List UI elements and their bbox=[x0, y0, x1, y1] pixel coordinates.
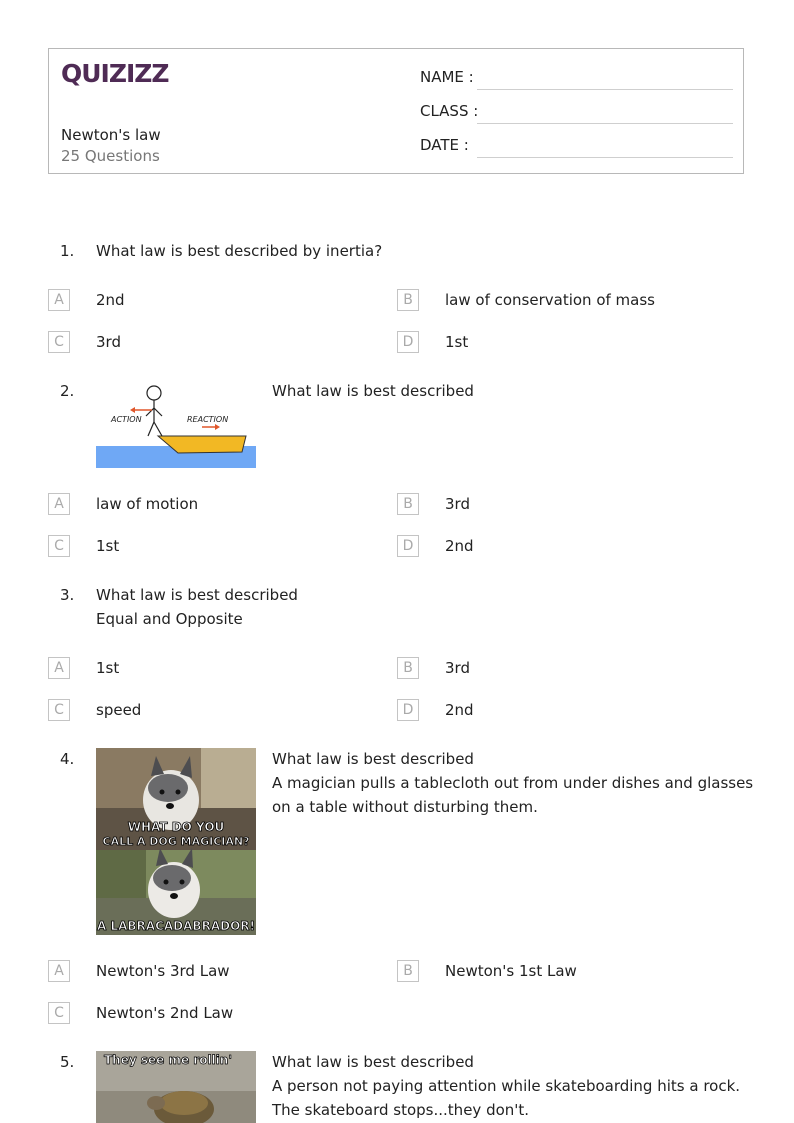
option-text: 1st bbox=[96, 659, 120, 677]
action-label: ACTION bbox=[111, 415, 142, 424]
option-text: 2nd bbox=[96, 291, 125, 309]
option-text: Newton's 3rd Law bbox=[96, 962, 230, 980]
option-text: 1st bbox=[445, 333, 469, 351]
question-number: 2. bbox=[60, 382, 75, 400]
option-text: 2nd bbox=[445, 537, 474, 555]
action-reaction-image bbox=[96, 380, 256, 468]
option-box[interactable]: A bbox=[48, 289, 70, 311]
option-box[interactable]: C bbox=[48, 699, 70, 721]
worksheet-header bbox=[48, 48, 744, 174]
option-box[interactable]: D bbox=[397, 331, 419, 353]
option-text: 2nd bbox=[445, 701, 474, 719]
option-box[interactable]: C bbox=[48, 1002, 70, 1024]
option-text: 3rd bbox=[445, 659, 470, 677]
date-label: DATE : bbox=[420, 136, 469, 154]
name-label: NAME : bbox=[420, 68, 474, 86]
option-box[interactable]: A bbox=[48, 657, 70, 679]
dog-meme-image bbox=[96, 748, 256, 935]
reaction-label: REACTION bbox=[187, 415, 229, 424]
name-line[interactable] bbox=[477, 89, 733, 90]
option-text: law of motion bbox=[96, 495, 199, 513]
question-number: 4. bbox=[60, 750, 75, 768]
option-text: 3rd bbox=[445, 495, 470, 513]
question-number: 3. bbox=[60, 586, 75, 604]
option-box[interactable]: C bbox=[48, 331, 70, 353]
option-box[interactable]: B bbox=[397, 960, 419, 982]
option-text: speed bbox=[96, 701, 142, 719]
question-number: 5. bbox=[60, 1053, 75, 1071]
option-box[interactable]: D bbox=[397, 535, 419, 557]
date-line[interactable] bbox=[477, 157, 733, 158]
question-text: What law is best described by inertia? bbox=[96, 242, 383, 260]
meme-top-caption-2: CALL A DOG MAGICIAN? bbox=[102, 835, 250, 848]
class-label: CLASS : bbox=[420, 102, 479, 120]
meme-top-caption-1: WHAT DO YOU bbox=[127, 820, 225, 834]
quiz-title: Newton's law bbox=[61, 126, 161, 144]
question-text: What law is best described A magician pulls a tablecloth out from under dishes and glasses on a table without disturbing them. bbox=[272, 750, 754, 816]
question-text: What law is best described A person not paying attention while skateboarding hits a rock. The skateboard stops...they don't. bbox=[272, 1053, 741, 1119]
option-box[interactable]: B bbox=[397, 657, 419, 679]
option-box[interactable]: C bbox=[48, 535, 70, 557]
option-text: 3rd bbox=[96, 333, 121, 351]
meme-caption: They see me rollin' bbox=[104, 1053, 233, 1067]
option-box[interactable]: B bbox=[397, 289, 419, 311]
option-text: law of conservation of mass bbox=[445, 291, 655, 309]
tortoise-meme-image bbox=[96, 1051, 256, 1123]
question-count: 25 Questions bbox=[61, 147, 160, 165]
meme-bottom-caption: A LABRACADABRADOR! bbox=[97, 919, 255, 933]
class-line[interactable] bbox=[477, 123, 733, 124]
option-text: Newton's 1st Law bbox=[445, 962, 577, 980]
option-box[interactable]: B bbox=[397, 493, 419, 515]
question-number: 1. bbox=[60, 242, 75, 260]
question-text: What law is best described bbox=[272, 382, 474, 400]
option-text: Newton's 2nd Law bbox=[96, 1004, 234, 1022]
option-text: 1st bbox=[96, 537, 120, 555]
option-box[interactable]: A bbox=[48, 493, 70, 515]
quizizz-logo: QUIZIZZ bbox=[61, 59, 169, 88]
option-box[interactable]: A bbox=[48, 960, 70, 982]
option-box[interactable]: D bbox=[397, 699, 419, 721]
question-text: What law is best described Equal and Opposite bbox=[96, 586, 298, 628]
